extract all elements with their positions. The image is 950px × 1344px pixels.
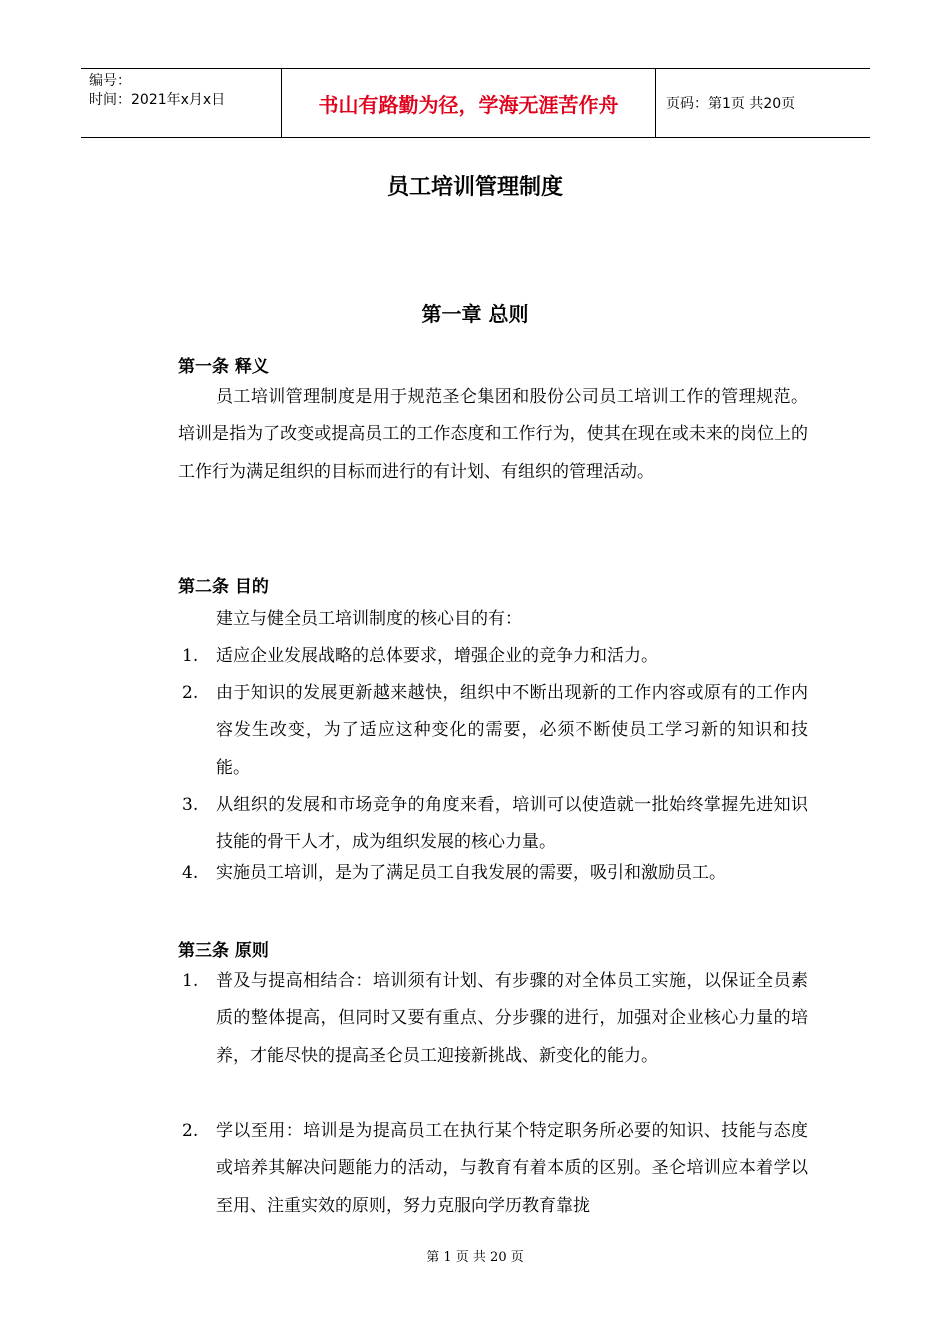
header-table xyxy=(81,68,870,138)
list-item-text: 普及与提高相结合：培训须有计划、有步骤的对全体员工实施，以保证全员素质的整体提高，但同时又要有重点、分步骤的进行，加强对企业核心力量的培养，才能尽快的提高圣仑员工迎接新挑战、新变化的能力。 xyxy=(216,971,808,1066)
article-1-body: 员工培训管理制度是用于规范圣仑集团和股份公司员工培训工作的管理规范。培训是指为了改变或提高员工的工作态度和工作行为，使其在现在或未来的岗位上的工作行为满足组织的目标而进行的有计划、有组织的管理活动。 xyxy=(178,387,808,482)
list-item-number: 1. xyxy=(182,646,199,666)
list-item-text: 适应企业发展战略的总体要求，增强企业的竞争力和活力。 xyxy=(216,646,658,666)
list-item-number: 1. xyxy=(182,971,199,991)
time-label: 时间：2021年x月x日 xyxy=(89,92,226,108)
header-left-cell xyxy=(81,69,281,137)
list-item xyxy=(178,963,808,1075)
document-title: 员工培训管理制度 xyxy=(386,175,563,200)
list-item-text: 实施员工培训，是为了满足员工自我发展的需要，吸引和激励员工。 xyxy=(216,863,726,883)
number-label: 编号： xyxy=(89,73,131,89)
list-item-number: 2. xyxy=(182,683,199,703)
list-item-number: 4. xyxy=(182,863,199,883)
list-item xyxy=(178,638,808,675)
list-item xyxy=(178,787,808,862)
list-item-number: 2. xyxy=(182,1121,199,1141)
list-item-text: 从组织的发展和市场竞争的角度来看，培训可以使造就一批始终掌握先进知识技能的骨干人才，成为组织发展的核心力量。 xyxy=(216,795,808,853)
motto: 书山有路勤为径，学海无涯苦作舟 xyxy=(281,69,656,137)
list-item xyxy=(178,1113,808,1225)
article-3-heading: 第三条 原则 xyxy=(178,941,269,961)
list-item-text: 由于知识的发展更新越来越快，组织中不断出现新的工作内容或原有的工作内容发生改变，为了适应这种变化的需要，必须不断使员工学习新的知识和技能。 xyxy=(216,683,808,778)
article-2-intro: 建立与健全员工培训制度的核心目的有： xyxy=(216,609,522,629)
article-1-heading: 第一条 释义 xyxy=(178,357,269,377)
list-item-text: 学以至用：培训是为提高员工在执行某个特定职务所必要的知识、技能与态度或培养其解决问题能力的活动，与教育有着本质的区别。圣仑培训应本着学以至用、注重实效的原则，努力克服向学历教育靠拢 xyxy=(216,1121,808,1216)
article-2-heading: 第二条 目的 xyxy=(178,577,269,597)
chapter-title: 第一章 总则 xyxy=(421,302,529,326)
list-item xyxy=(178,855,808,892)
list-item xyxy=(178,675,808,787)
list-item-number: 3. xyxy=(182,795,199,815)
page-footer: 第 1 页 共 20 页 xyxy=(426,1250,524,1265)
page-info: 页码：第1页 共20页 xyxy=(666,96,796,112)
